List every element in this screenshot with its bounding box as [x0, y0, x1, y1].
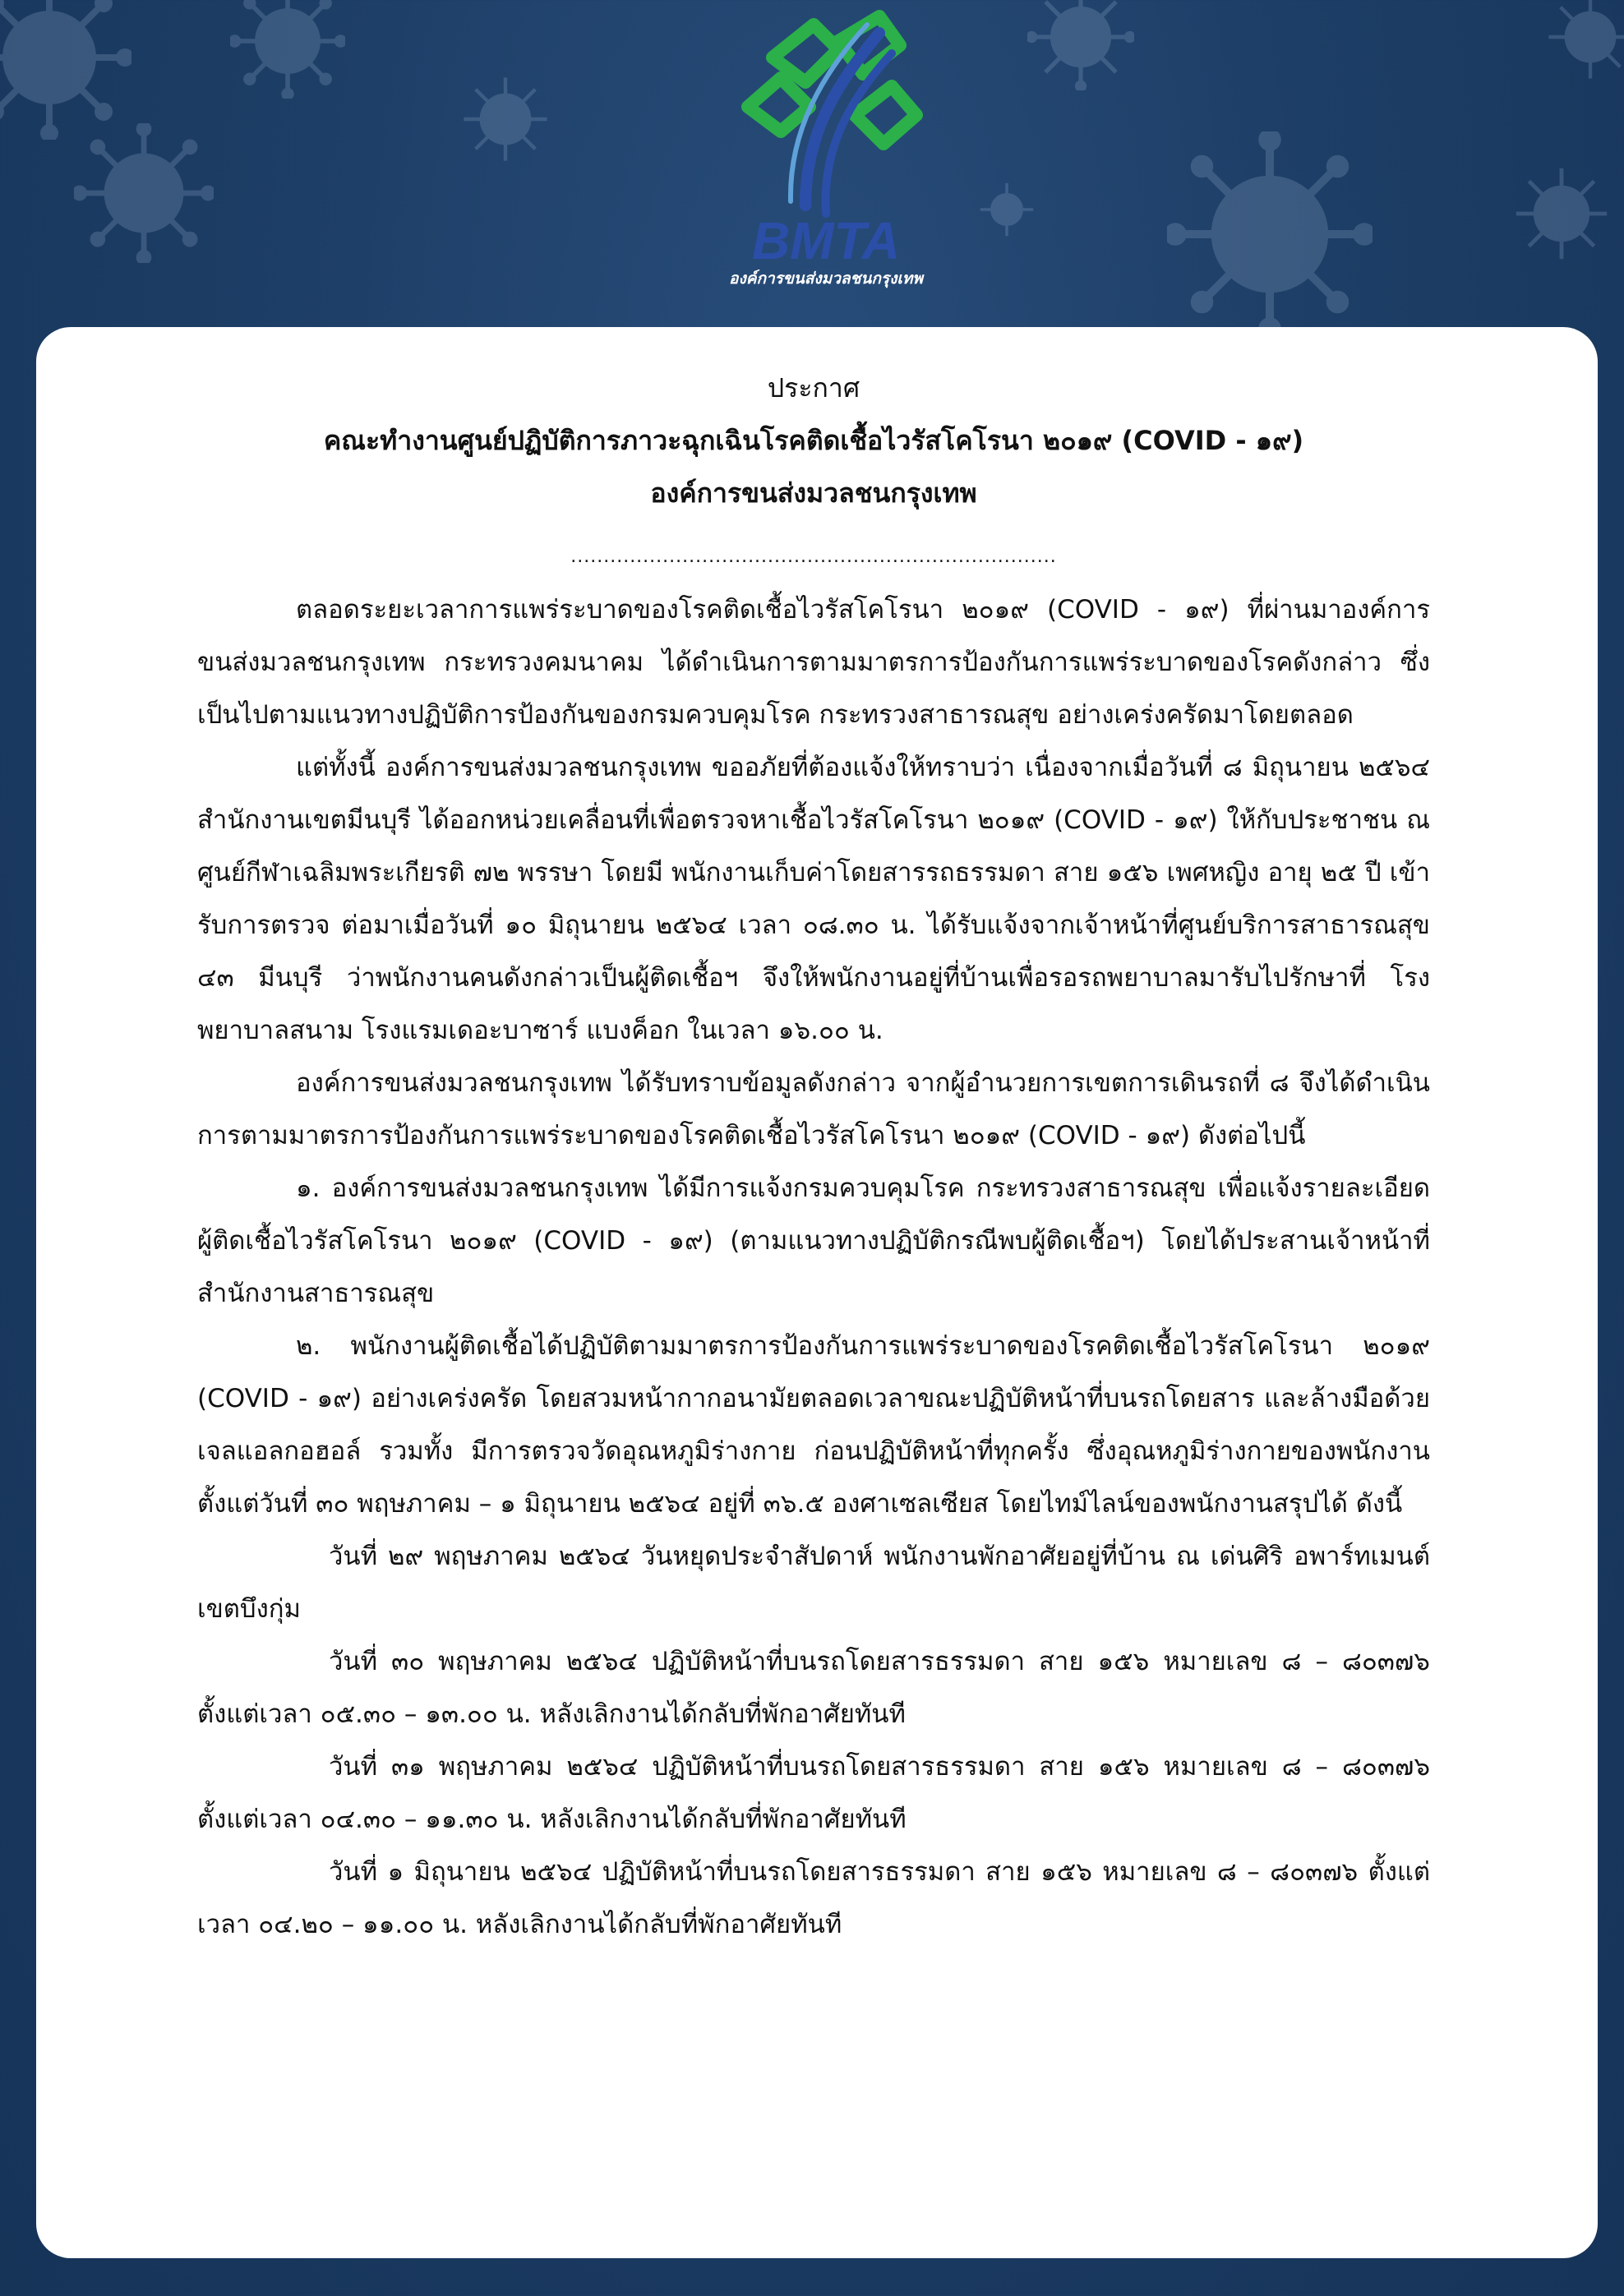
virus-decoration-icon	[1512, 164, 1611, 263]
paragraph: ตลอดระยะเวลาการแพร่ระบาดของโรคติดเชื้อไวรัสโคโรนา ๒๐๑๙ (COVID - ๑๙) ที่ผ่านมาองค์การขนส่งมวลชนกรุงเทพ กระทรวงคมนาคม ได้ดำเนินการตามมาตรการป้องกันการแพร่ระบาดของโรคดังกล่าว ซึ่งเป็นไปตามแนวทางปฏิบัติการป้องกันของกรมควบคุมโรค กระทรวงสาธารณสุข อย่างเคร่งครัดมาโดยตลอด	[197, 595, 1430, 730]
paragraph: องค์การขนส่งมวลชนกรุงเทพ ได้รับทราบข้อมูลดังกล่าว จากผู้อำนวยการเขตการเดินรถที่ ๘ จึงได้ดำเนินการตามมาตรการป้องกันการแพร่ระบาดของโรคติดเชื้อไวรัสโคโรนา ๒๐๑๙ (COVID - ๑๙) ดังต่อไปนี้	[197, 1068, 1430, 1150]
timeline-item: วันที่ ๑ มิถุนายน ๒๕๖๔ ปฏิบัติหน้าที่บนรถโดยสารธรรมดา สาย ๑๕๖ หมายเลข ๘ – ๘๐๓๗๖ ตั้งแต่เวลา ๐๔.๒๐ – ๑๑.๐๐ น. หลังเลิกงานได้กลับที่พักอาศัยทันที	[197, 1857, 1430, 1939]
doc-organization: องค์การขนส่งมวลชนกรุงเทพ	[650, 477, 977, 509]
virus-decoration-icon	[74, 123, 214, 263]
paragraph: แต่ทั้งนี้ องค์การขนส่งมวลชนกรุงเทพ ขออภัยที่ต้องแจ้งให้ทราบว่า เนื่องจากเมื่อวันที่ ๘ มิถุนายน ๒๕๖๔ สำนักงานเขตมีนบุรี ได้ออกหน่วยเคลื่อนที่เพื่อตรวจหาเชื้อไวรัสโคโรนา ๒๐๑๙ (COVID - ๑๙) ให้กับประชาชน ณ ศูนย์กีฬาเฉลิมพระเกียรติ ๗๒ พรรษา โดยมี พนักงานเก็บค่าโดยสารรถธรรมดา สาย ๑๕๖ เพศหญิง อายุ ๒๕ ปี เข้ารับการตรวจ ต่อมาเมื่อวันที่ ๑๐ มิถุนายน ๒๕๖๔ เวลา ๐๘.๓๐ น. ได้รับแจ้งจากเจ้าหน้าที่ศูนย์บริการสาธารณสุข ๔๓ มีนบุรี ว่าพนักงานคนดังกล่าวเป็นผู้ติดเชื้อฯ จึงให้พนักงานอยู่ที่บ้านเพื่อรอรถพยาบาลมารับไปรักษาที่ โรงพยาบาลสนาม โรงแรมเดอะบาซาร์ แบงค็อก ในเวลา ๑๖.๐๐ น.	[197, 753, 1430, 1045]
timeline-item: วันที่ ๓๑ พฤษภาคม ๒๕๖๔ ปฏิบัติหน้าที่บนรถโดยสารธรรมดา สาย ๑๕๖ หมายเลข ๘ – ๘๐๓๗๖ ตั้งแต่เวลา ๐๔.๓๐ – ๑๑.๓๐ น. หลังเลิกงานได้กลับที่พักอาศัยทันที	[197, 1752, 1430, 1834]
announcement-document	[197, 362, 1430, 1951]
doc-separator: ..........................................................................	[570, 546, 1057, 567]
doc-heading: ประกาศ	[767, 372, 860, 403]
logo-brand: BMTA	[751, 211, 901, 270]
virus-decoration-icon	[0, 0, 131, 140]
paragraph: ๒. พนักงานผู้ติดเชื้อได้ปฏิบัติตามมาตรการป้องกันการแพร่ระบาดของโรคติดเชื้อไวรัสโคโรนา ๒๐๑๙ (COVID - ๑๙) อย่างเคร่งครัด โดยสวมหน้ากากอนามัยตลอดเวลาขณะปฏิบัติหน้าที่บนรถโดยสาร และล้างมือด้วยเจลแอลกอฮอล์ รวมทั้ง มีการตรวจวัดอุณหภูมิร่างกาย ก่อนปฏิบัติหน้าที่ทุกครั้ง ซึ่งอุณหภูมิร่างกายของพนักงาน ตั้งแต่วันที่ ๓๐ พฤษภาคม – ๑ มิถุนายน ๒๕๖๔ อยู่ที่ ๓๖.๕ องศาเซลเซียส โดยไทม์ไลน์ของพนักงานสรุปได้ ดังนี้	[197, 1331, 1430, 1519]
timeline-item: วันที่ ๒๙ พฤษภาคม ๒๕๖๔ วันหยุดประจำสัปดาห์ พนักงานพักอาศัยอยู่ที่บ้าน ณ เด่นศิริ อพาร์ทเมนต์ เขตบึงกุ่ม	[197, 1542, 1430, 1624]
virus-decoration-icon	[230, 0, 345, 99]
virus-decoration-icon	[978, 181, 1036, 238]
doc-title: คณะทำงานศูนย์ปฏิบัติการภาวะฉุกเฉินโรคติดเชื้อไวรัสโคโรนา ๒๐๑๙ (COVID - ๑๙)	[323, 425, 1304, 456]
virus-decoration-icon	[1167, 131, 1373, 337]
paragraph: ๑. องค์การขนส่งมวลชนกรุงเทพ ได้มีการแจ้งกรมควบคุมโรค กระทรวงสาธารณสุข เพื่อแจ้งรายละเอียดผู้ติดเชื้อไวรัสโคโรนา ๒๐๑๙ (COVID - ๑๙) (ตามแนวทางปฏิบัติกรณีพบผู้ติดเชื้อฯ) โดยได้ประสานเจ้าหน้าที่สำนักงานสาธารณสุข	[197, 1173, 1430, 1308]
virus-decoration-icon	[460, 74, 551, 164]
logo-subtitle: องค์การขนส่งมวลชนกรุงเทพ	[729, 270, 923, 288]
virus-decoration-icon	[1027, 0, 1134, 90]
timeline-item: วันที่ ๓๐ พฤษภาคม ๒๕๖๔ ปฏิบัติหน้าที่บนรถโดยสารธรรมดา สาย ๑๕๖ หมายเลข ๘ – ๘๐๓๗๖ ตั้งแต่เวลา ๐๕.๓๐ – ๑๓.๐๐ น. หลังเลิกงานได้กลับที่พักอาศัยทันที	[197, 1647, 1430, 1729]
bmta-logo	[715, 8, 937, 296]
virus-decoration-icon	[1545, 0, 1624, 82]
